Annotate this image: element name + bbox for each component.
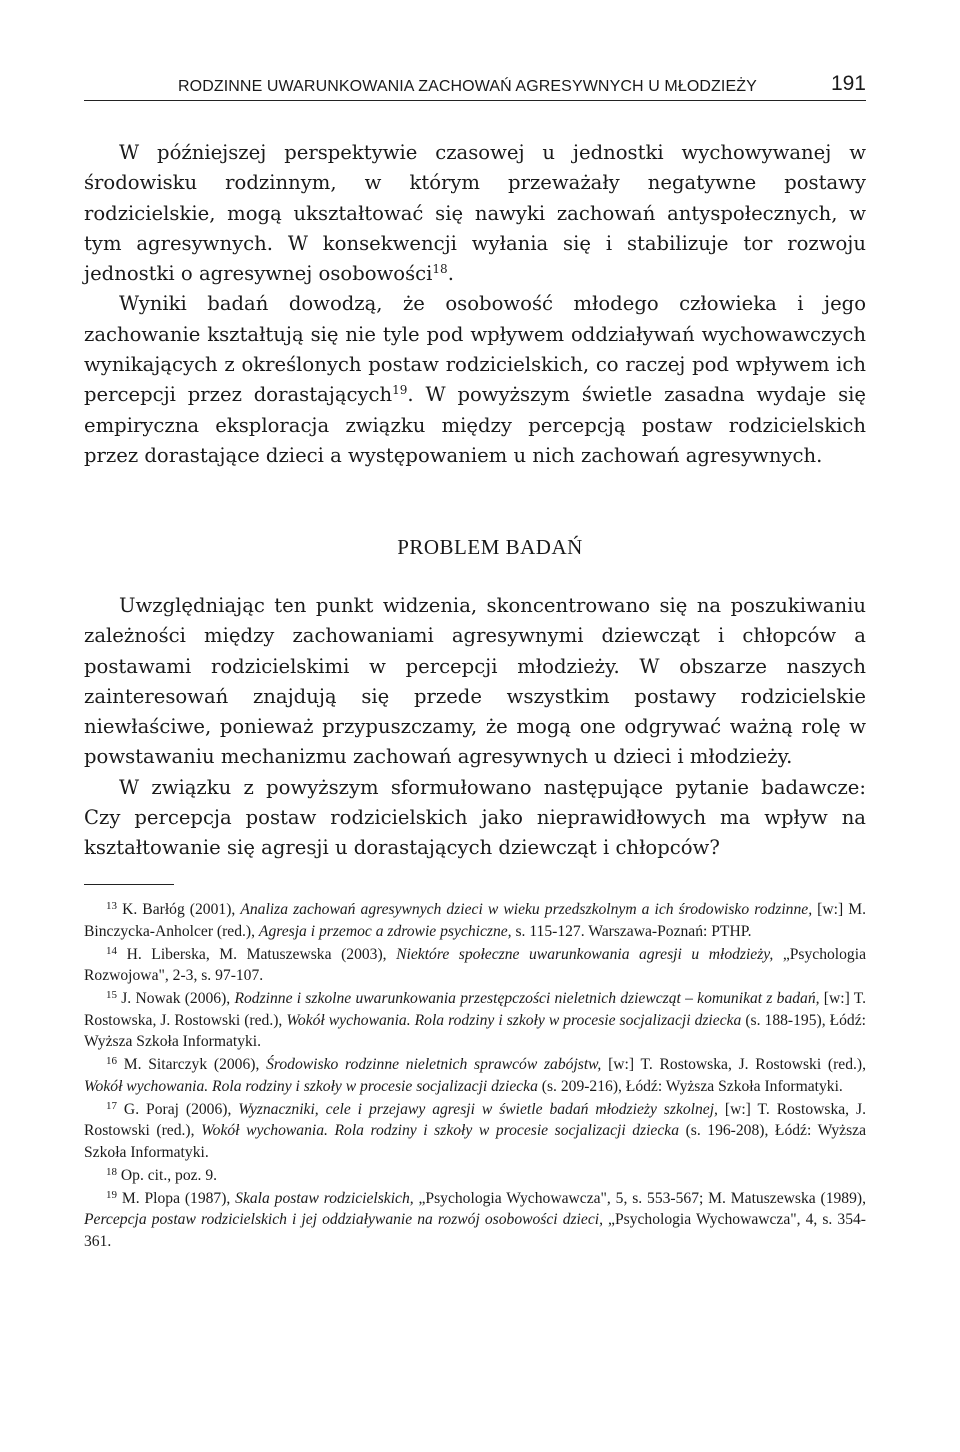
footnote-number: 19 xyxy=(106,1188,117,1201)
section-text xyxy=(84,591,866,864)
footnote-16 xyxy=(84,1054,866,1097)
footnote-text: (s. 209-216), Łódź: Wyższa Szkoła Informatyki. xyxy=(537,1077,843,1095)
footnote-15 xyxy=(84,988,866,1053)
footnote-ref-18: 18 xyxy=(432,262,448,277)
intro-text xyxy=(84,138,866,471)
footnote-text: M. Plopa (1987), xyxy=(117,1189,236,1207)
footnote-number: 17 xyxy=(106,1099,117,1112)
footnote-text: „Psychologia Wychowawcza", 5, s. 553-567; M. Matuszewska (1989), xyxy=(413,1189,866,1207)
intro-paragraph-2 xyxy=(84,289,866,471)
section-paragraph-1: Uwzględniając ten punkt widzenia, skoncentrowano się na poszukiwaniu zależności między zachowaniami agresywnymi dziewcząt i chłopców a postawami rodzicielskimi w percepcji młodzieży. W obszarze naszych zainteresowań znajdują się przede wszystkim postawy rodzicielskie niewłaściwe, ponieważ przypuszczamy, że mogą one odgrywać ważną rolę w powstawaniu mechanizmu zachowań agresywnych u dzieci i młodzieży. xyxy=(84,594,866,769)
footnote-text: Op. cit., poz. 9. xyxy=(117,1166,218,1184)
footnote-text: „Psychologia Wychowawcza", 4, s. 354-361. xyxy=(84,1211,866,1250)
footnote-text: M. Sitarczyk (2006), xyxy=(117,1056,267,1073)
footnote-title: Rodzinne i szkolne uwarunkowania przestępczości nieletnich dziewcząt – komunikat z badań, xyxy=(234,990,820,1007)
footnote-text: [w:] M. Binczycka-Anholcer (red.), xyxy=(84,901,866,940)
footnote-title: Niektóre społeczne uwarunkowania agresji u młodzieży, xyxy=(396,945,774,963)
footnote-text: [w:] T. Rostowska, J. Rostowski (red.), xyxy=(84,1100,866,1139)
page-number: 191 xyxy=(830,72,866,95)
footnote-text: (s. 188-195), Łódź: Wyższa Szkoła Informatyki. xyxy=(84,1011,866,1050)
footnote-text: s. 115-127. Warszawa-Poznań: PTHP. xyxy=(511,922,752,940)
footnote-title: Skala postaw rodzicielskich, xyxy=(235,1189,414,1207)
footnote-divider xyxy=(84,884,174,885)
intro-paragraph-2-text: Wyniki badań dowodzą, że osobowość młodego człowieka i jego zachowanie kształtują się nie tyle pod wpływem oddziaływań wychowawczych wynikających z określonych postaw rodzicielskich, co raczej pod wpływem ich percepcji przez dorastających xyxy=(84,292,866,407)
footnote-ref-19: 19 xyxy=(392,383,408,398)
footnote-title: Agresja i przemoc a zdrowie psychiczne, xyxy=(258,922,512,940)
footnote-number: 18 xyxy=(106,1165,117,1178)
footnote-number: 16 xyxy=(106,1055,117,1067)
section-heading: PROBLEM BADAŃ xyxy=(397,535,583,559)
footnote-number: 13 xyxy=(106,900,117,912)
footnote-18 xyxy=(84,1165,866,1187)
footnote-14 xyxy=(84,944,866,987)
intro-paragraph-1-end: . xyxy=(447,262,454,286)
footnote-text: J. Nowak (2006), xyxy=(117,990,235,1007)
footnote-17 xyxy=(84,1099,866,1164)
footnote-19 xyxy=(84,1188,866,1253)
footnote-text: „Psychologia Rozwojowa", 2-3, s. 97-107. xyxy=(84,945,866,984)
running-header xyxy=(84,72,866,101)
footnote-text: H. Liberska, M. Matuszewska (2003), xyxy=(117,945,397,963)
footnote-title: Analiza zachowań agresywnych dzieci w wieku przedszkolnym a ich środowisko rodzinne, xyxy=(240,901,813,918)
footnote-title: Wokół wychowania. Rola rodziny i szkoły w procesie socjalizacji dziecka xyxy=(84,1077,538,1095)
footnote-13 xyxy=(84,899,866,942)
footnote-title: Wyznaczniki, cele i przejawy agresji w świetle badań młodzieży szkolnej, xyxy=(238,1100,718,1118)
intro-paragraph-1-text: W późniejszej perspektywie czasowej u jednostki wychowywanej w środowisku rodzinnym, w którym przeważały negatywne postawy rodzicielskie, mogą ukształtować się nawyki zachowań antyspołecznych, w tym agresywnych. W konsekwencji wyłania się i stabilizuje tor rozwoju jednostki o agresywnej osobowości xyxy=(84,141,866,286)
footnote-text: [w:] T. Rostowska, J. Rostowski (red.), xyxy=(601,1056,866,1073)
footnote-title: Wokół wychowania. Rola rodziny i szkoły w procesie socjalizacji dziecka xyxy=(201,1122,679,1139)
footnote-title: Środowisko rodzinne nieletnich sprawców zabójstw, xyxy=(266,1056,602,1073)
running-title: RODZINNE UWARUNKOWANIA ZACHOWAŃ AGRESYWNYCH U MŁODZIEŻY xyxy=(178,78,757,95)
footnote-number: 14 xyxy=(106,944,117,957)
footnote-text: K. Barłóg (2001), xyxy=(117,901,241,918)
footnote-text: G. Poraj (2006), xyxy=(117,1100,239,1118)
footnote-title: Wokół wychowania. Rola rodziny i szkoły w procesie socjalizacji dziecka xyxy=(286,1011,742,1029)
footnote-text: [w:] T. Rostowska, J. Rostowski (red.), xyxy=(84,990,867,1029)
section-paragraph-2: W związku z powyższym sformułowano następujące pytanie badawcze: Czy percepcja postaw rodzicielskich jako nieprawidłowych ma wpływ na kształtowanie się agresji u dorastających dziewcząt i chłopców? xyxy=(84,775,866,860)
footnote-text: (s. 196-208), Łódź: Wyższa Szkoła Informatyki. xyxy=(84,1122,866,1161)
footnote-number: 15 xyxy=(106,989,117,1001)
intro-paragraph-2-end: . W powyższym świetle zasadna wydaje się empiryczna eksploracja związku między percepcją postaw rodzicielskich przez dorastające dzieci a występowaniem u nich zachowań agresywnych. xyxy=(84,383,866,467)
footnote-title: Percepcja postaw rodzicielskich i jej oddziaływanie na rozwój osobowości dzieci, xyxy=(84,1211,603,1228)
footnotes xyxy=(84,899,866,1254)
intro-paragraph-1 xyxy=(84,138,866,289)
